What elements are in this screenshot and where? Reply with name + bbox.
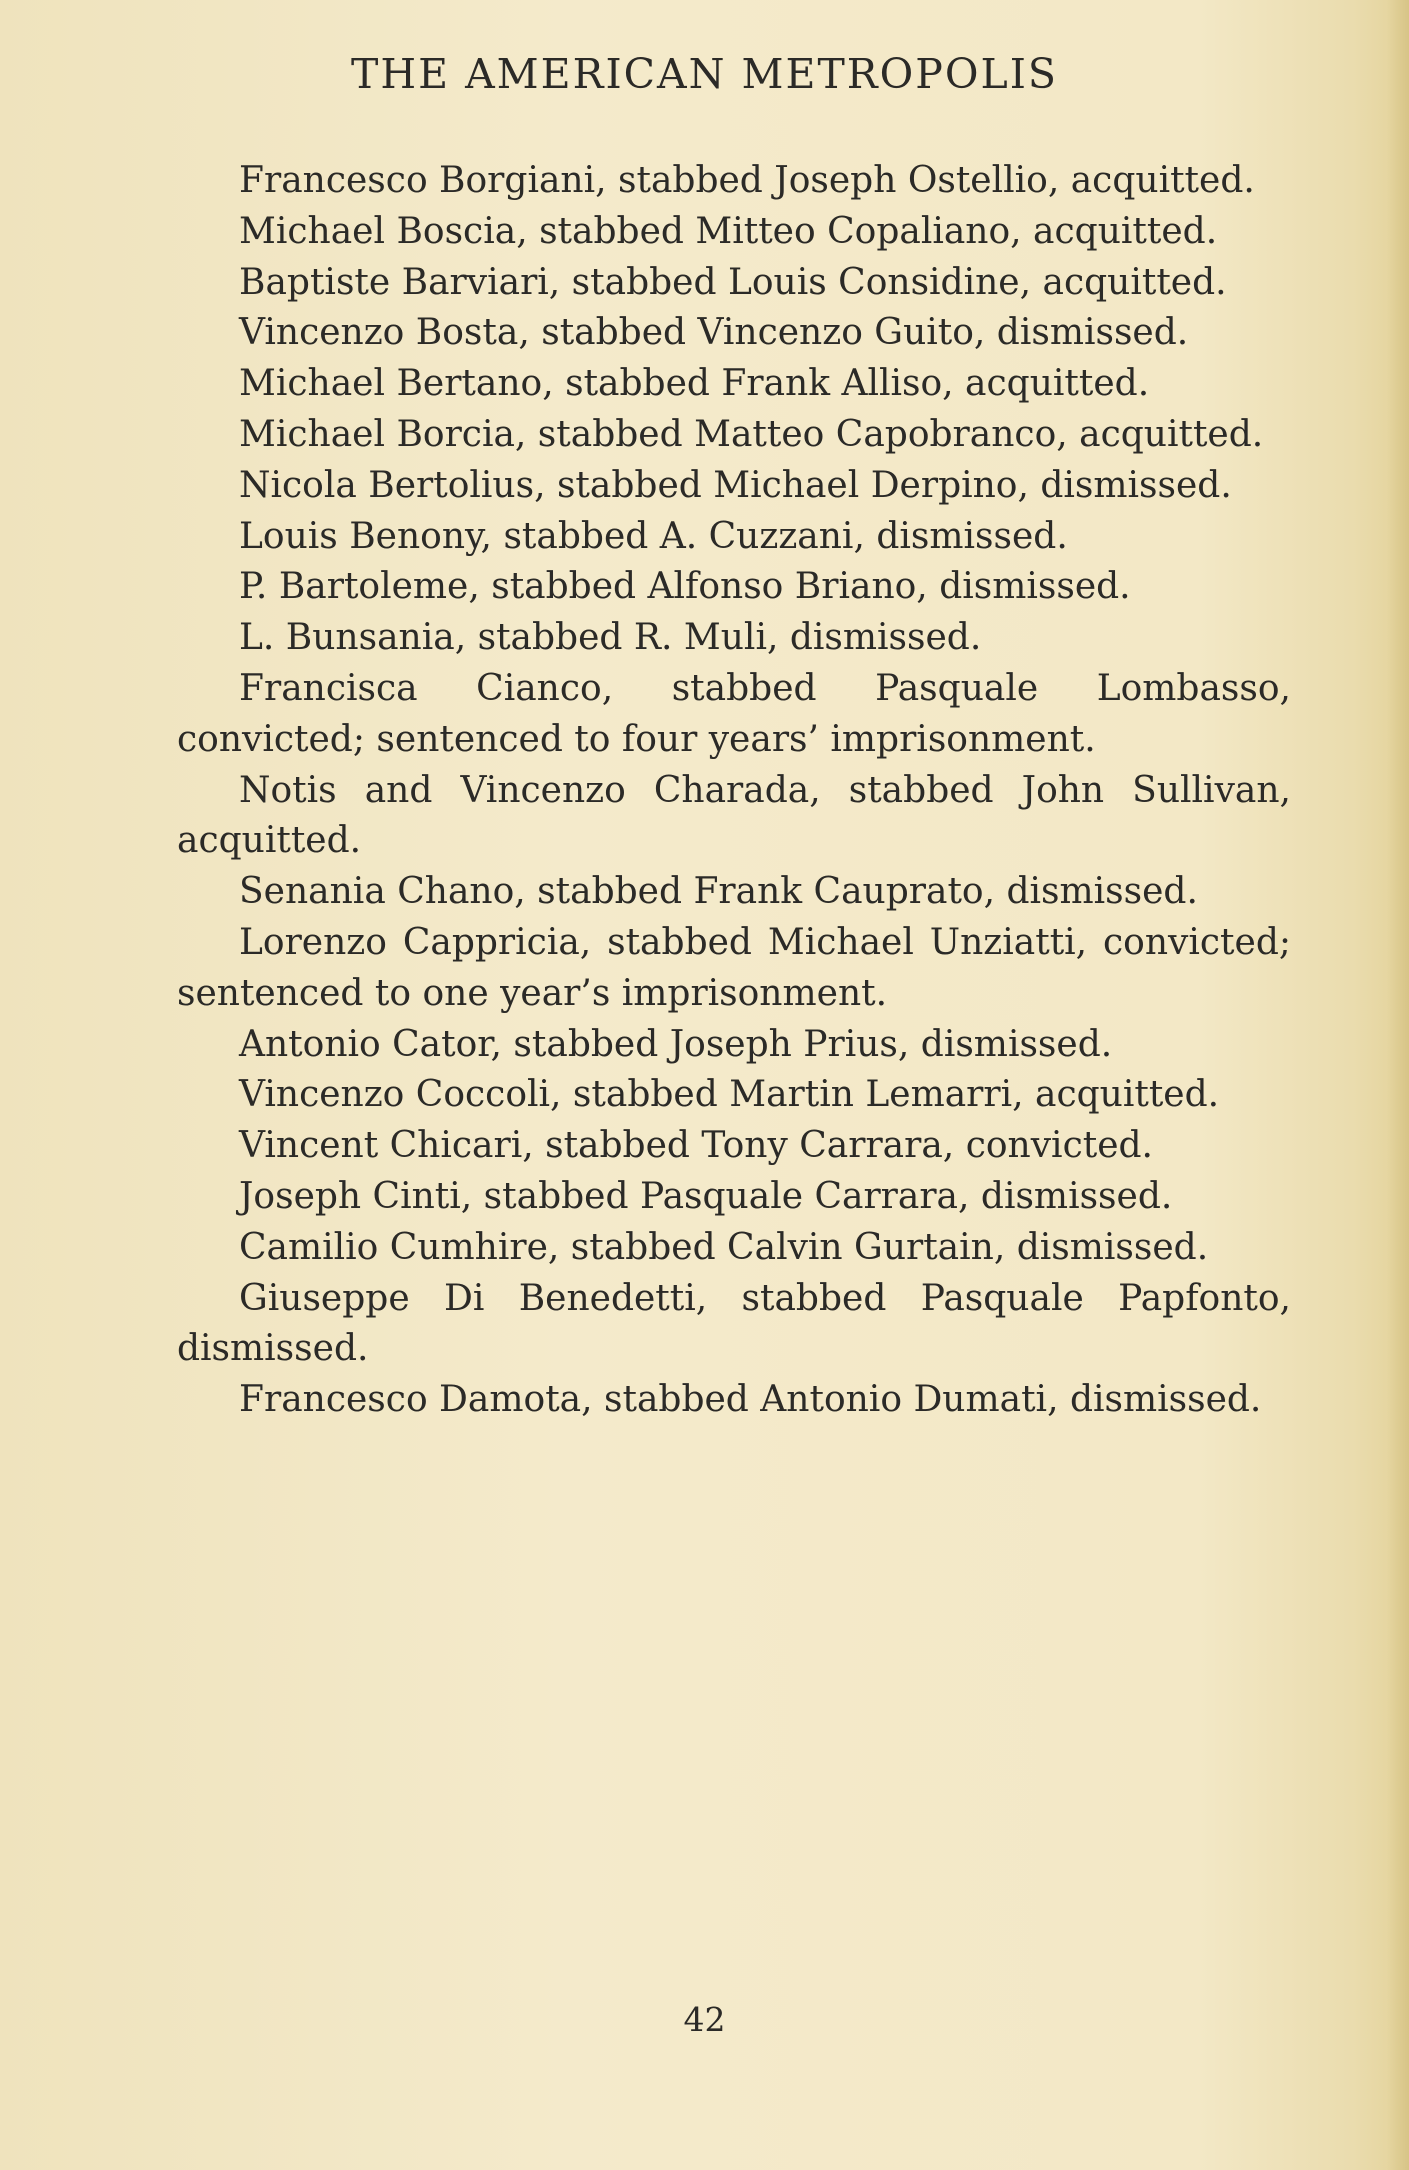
case-entry: Francesco Borgiani, stabbed Joseph Ostellio, acquitted.	[239, 160, 1255, 201]
page-gutter-shadow	[1387, 0, 1409, 2170]
case-entry: Michael Bertano, stabbed Frank Alliso, acquitted.	[239, 363, 1150, 405]
case-list	[177, 156, 1291, 1426]
case-entry: Michael Borcia, stabbed Matteo Capobranco, acquitted.	[239, 413, 1264, 455]
case-entry: L. Bunsania, stabbed R. Muli, dismissed.	[239, 617, 982, 659]
case-entry: Joseph Cinti, stabbed Pasquale Carrara, dismissed.	[239, 1175, 1173, 1217]
case-entry: Vincent Chicari, stabbed Tony Carrara, convicted.	[239, 1125, 1153, 1167]
case-entry: Vincenzo Bosta, stabbed Vincenzo Guito, dismissed.	[239, 312, 1189, 354]
case-entry: Francesco Damota, stabbed Antonio Dumati, dismissed.	[239, 1379, 1262, 1421]
case-entry: Baptiste Barviari, stabbed Louis Considine, acquitted.	[239, 261, 1227, 303]
case-entry: Nicola Bertolius, stabbed Michael Derpino, dismissed.	[239, 464, 1232, 506]
case-entry: Lorenzo Cappricia, stabbed Michael Unziatti, convicted; sentenced to one year’s imprisonment.	[177, 921, 1291, 1014]
case-entry: Antonio Cator, stabbed Joseph Prius, dismissed.	[239, 1023, 1113, 1065]
running-head: THE AMERICAN METROPOLIS	[351, 50, 1058, 98]
case-entry: P. Bartoleme, stabbed Alfonso Briano, dismissed.	[239, 566, 1131, 608]
page-number: 42	[683, 2000, 726, 2039]
case-entry: Michael Boscia, stabbed Mitteo Copaliano, acquitted.	[239, 210, 1218, 252]
case-entry: Camilio Cumhire, stabbed Calvin Gurtain, dismissed.	[239, 1226, 1209, 1268]
case-entry: Giuseppe Di Benedetti, stabbed Pasquale Papfonto, dismissed.	[177, 1277, 1291, 1370]
case-entry: Notis and Vincenzo Charada, stabbed John Sullivan, acquitted.	[177, 769, 1291, 862]
case-entry: Francisca Cianco, stabbed Pasquale Lombasso, convicted; sentenced to four years’ imprisonment.	[177, 667, 1291, 760]
case-entry: Vincenzo Coccoli, stabbed Martin Lemarri, acquitted.	[239, 1074, 1220, 1116]
case-entry: Louis Benony, stabbed A. Cuzzani, dismissed.	[239, 515, 1068, 557]
case-entry: Senania Chano, stabbed Frank Cauprato, dismissed.	[239, 871, 1198, 913]
